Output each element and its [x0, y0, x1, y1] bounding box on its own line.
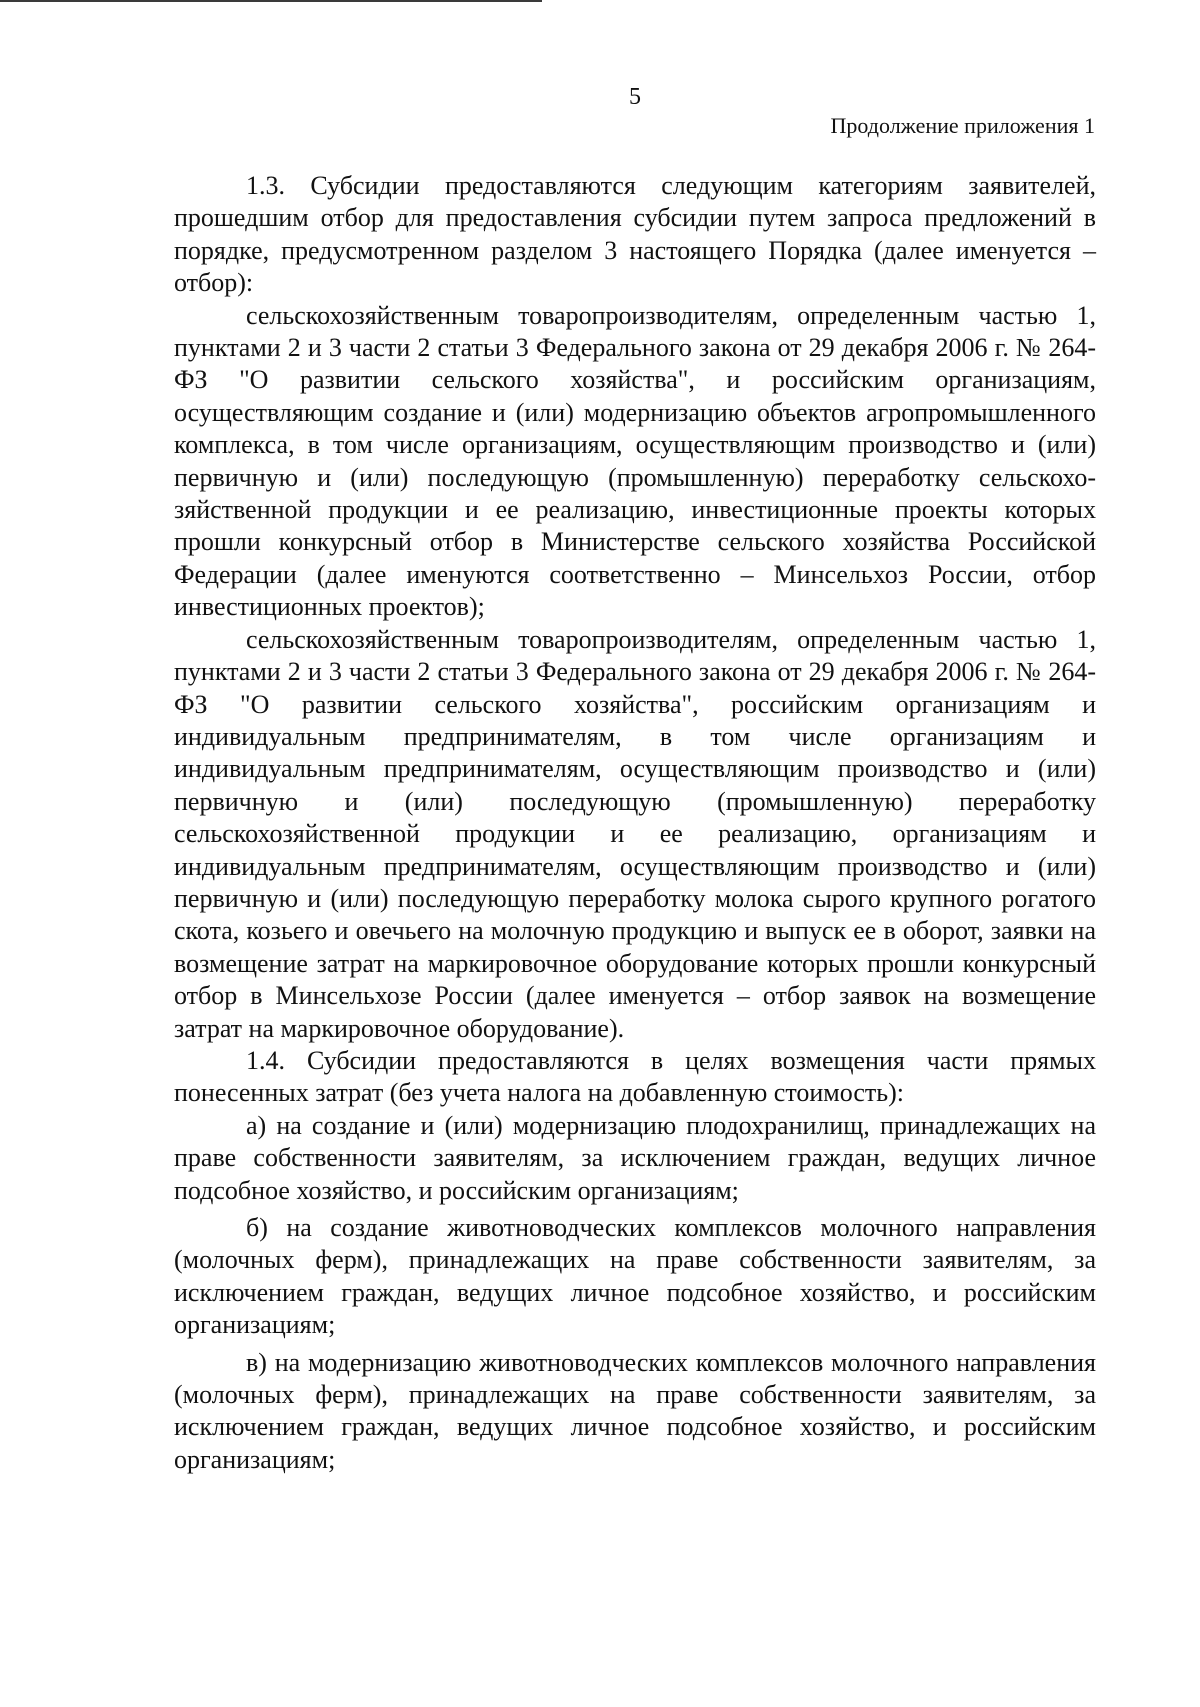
paragraph-marking-equipment: сельскохозяйственным товаропроизводителям, определенным частью 1, пунктами 2 и 3 части 2 статьи 3 Федерального закона от 29 декабря 2006 г. № 264-ФЗ "О развитии сельского хозяйства", российским организациям и индивидуальным предпринимателям, в том числе организациям и индивидуальным предпринимателям, осуществляющим производство и (или) первичную и (или) последующую (промышленную) переработку сельскохозяйственной продукции и ее реализацию, организациям и индивидуальным предпринимателям, осуществляющим производство и (или) первичную и (или) последующую переработку молока сырого крупного рогатого скота, козьего и овечьего на молочную продукцию и выпуск ее в оборот, заявки на возмещение затрат на маркировочное оборудование которых прошли конкурсный отбор в Минсельхозе России (далее именуется – отбор заявок на возмещение затрат на маркировочное оборудование). — [174, 624, 1096, 1043]
paragraph-1-3: 1.3. Субсидии предоставляются следующим категориям заявителей, прошедшим отбор для предоставления субсидии путем запроса предложений в порядке, предусмотренном разделом 3 настоящего Порядка (далее именуется – отбор): — [174, 171, 1096, 298]
paragraph-investment-projects: сельскохозяйственным товаропроизводителям, определенным частью 1, пунктами 2 и 3 части 2 статьи 3 Федерального закона от 29 декабря 2006 г. № 264-ФЗ "О развитии сельского хозяйства", и российским организациям, осуществляющим создание и (или) модернизацию объектов агропромышленного комплекса, в том числе организациям, осуществляющим производство и (или) первичную и (или) последующую (промышленную) переработку сельскохо-зяйственной продукции и ее реализацию, инвестиционные проекты которых прошли конкурсный отбор в Министерстве сельского хозяйства Российской Федерации (далее именуются соответственно – Минсельхоз России, отбор инвестиционных проектов); — [174, 300, 1096, 622]
appendix-continuation-note: Продолжение приложения 1 — [830, 113, 1095, 138]
page-number: 5 — [629, 84, 641, 110]
paragraph-1-4: 1.4. Субсидии предоставляются в целях возмещения части прямых понесенных затрат (без учета налога на добавленную стоимость): — [174, 1045, 1096, 1108]
paragraph-item-b: б) на создание животноводческих комплексов молочного направления (молочных ферм), принадлежащих на праве собственности заявителям, за исключением граждан, ведущих личное подсобное хозяйство, и российским организациям; — [174, 1213, 1096, 1340]
paragraph-item-v: в) на модернизацию животноводческих комплексов молочного направления (молочных ферм), принадлежащих на праве собственности заявителям, за исключением граждан, ведущих личное подсобное хозяйство, и российским организациям; — [174, 1347, 1096, 1474]
document-body — [174, 170, 1096, 1476]
paragraph-item-a: а) на создание и (или) модернизацию плодохранилищ, принадлежащих на праве собственности заявителям, за исключением граждан, ведущих личное подсобное хозяйство, и российским организациям; — [174, 1110, 1096, 1205]
top-edge-line — [0, 0, 542, 2]
